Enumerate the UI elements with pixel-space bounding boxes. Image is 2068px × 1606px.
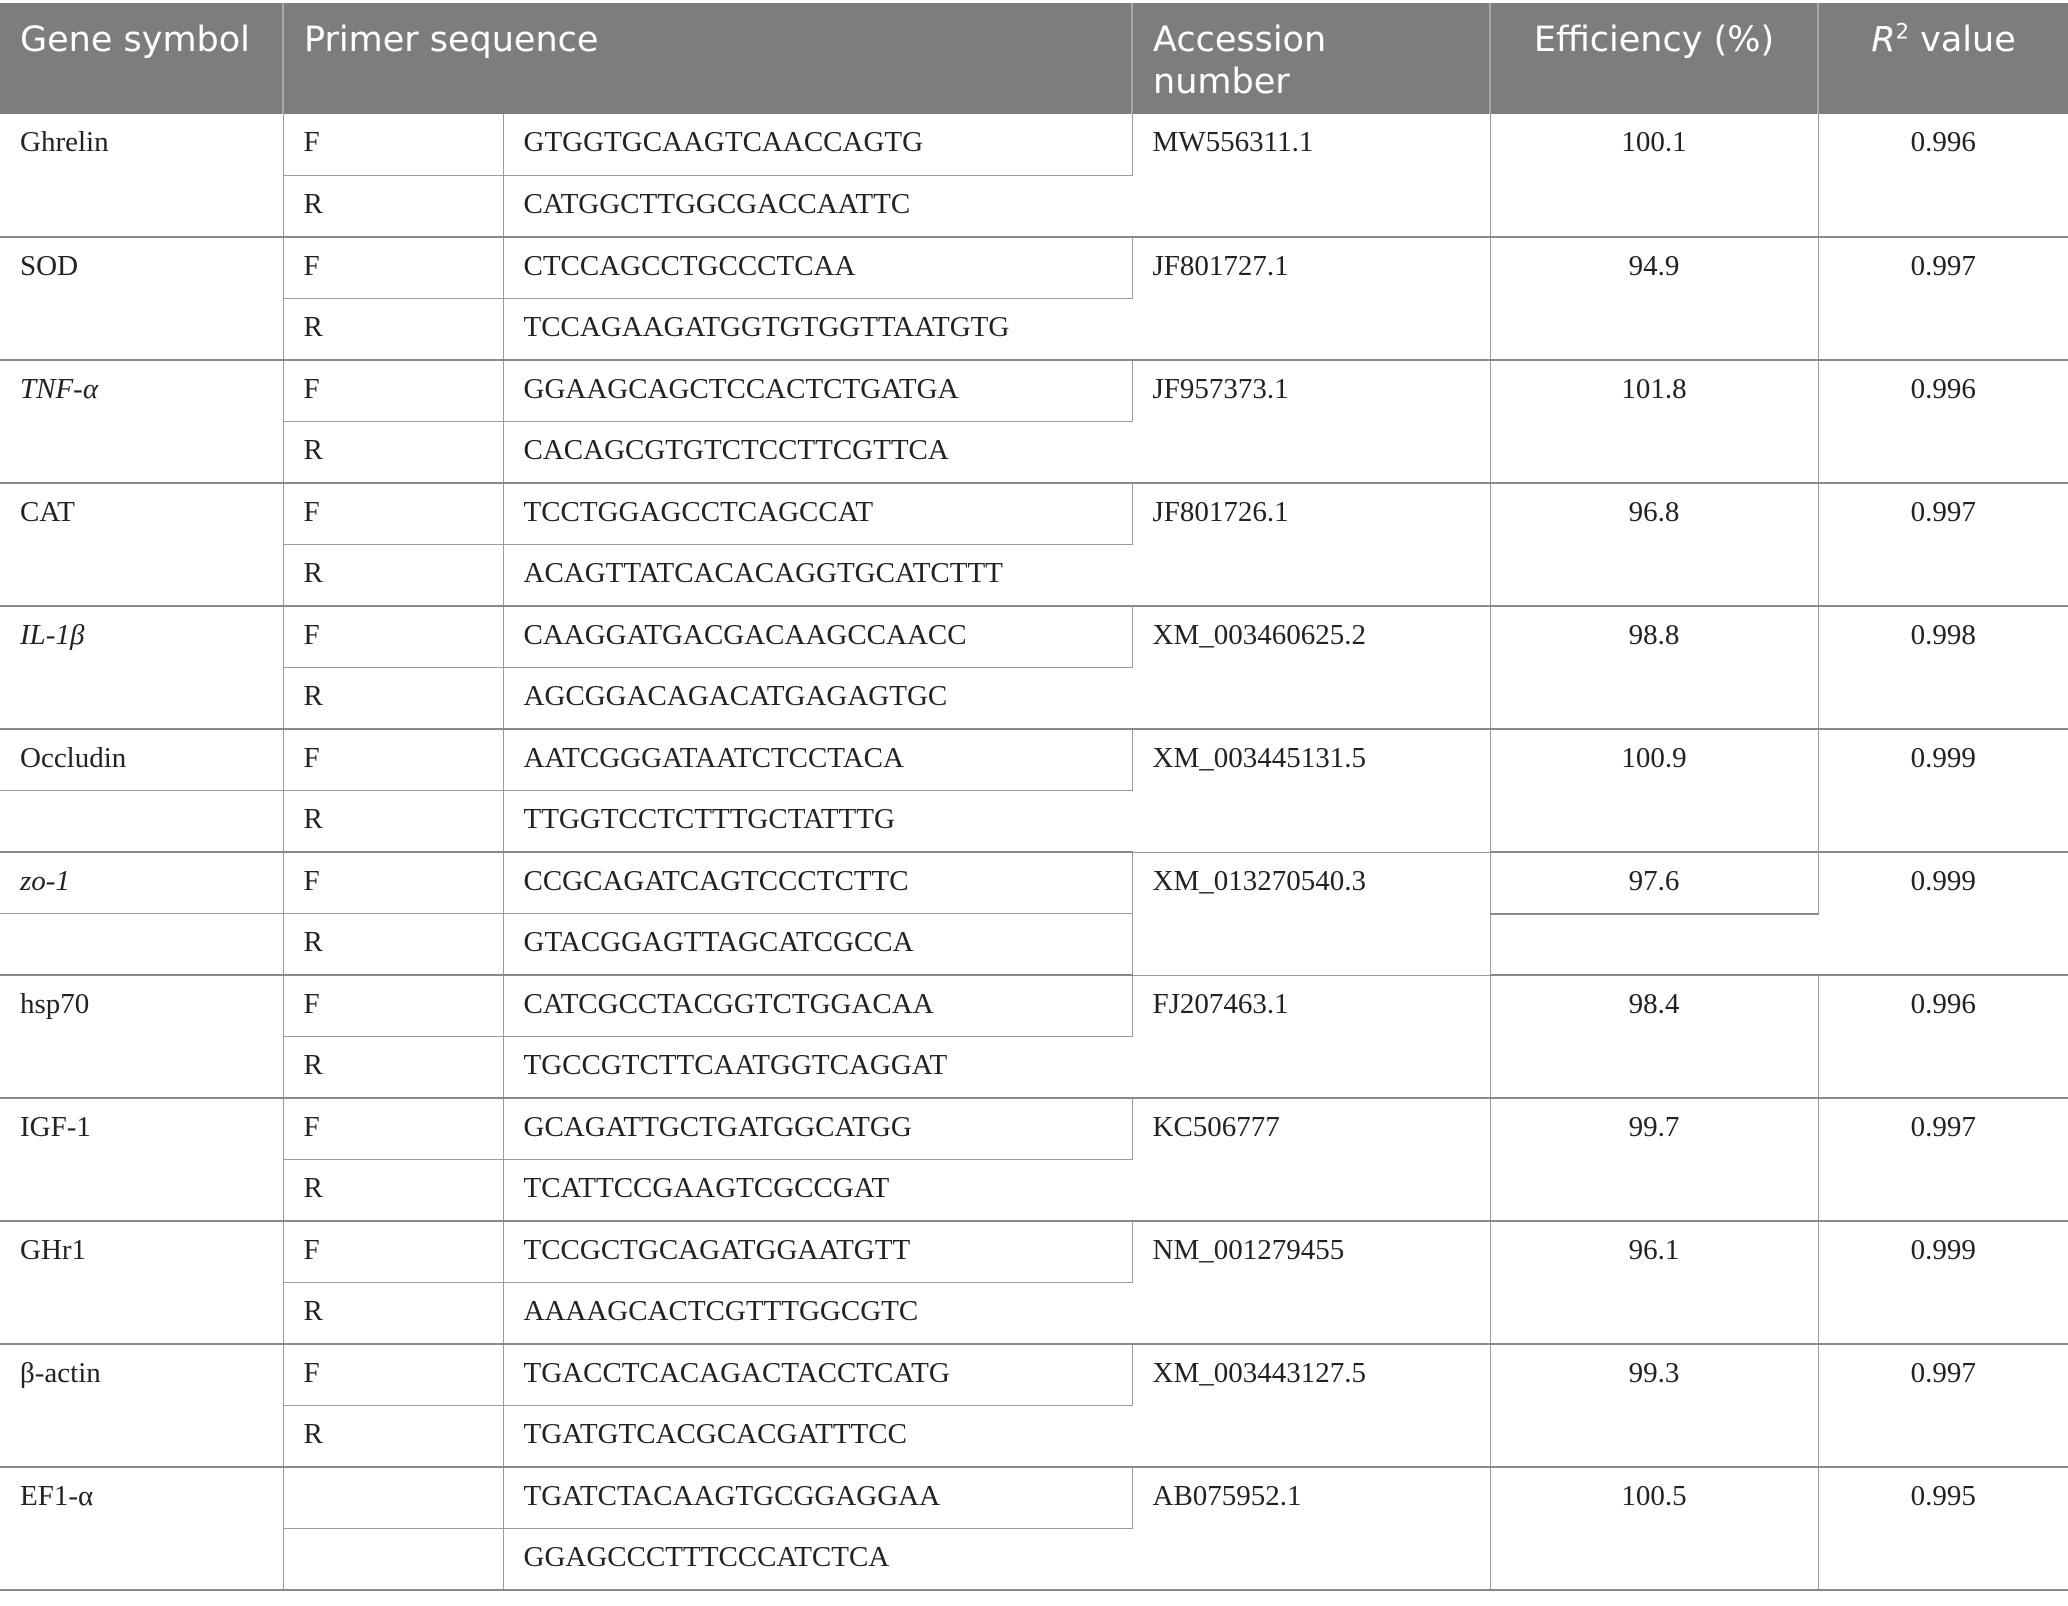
gene-symbol-cell: CAT	[0, 483, 283, 606]
gene-symbol-cell: GHr1	[0, 1221, 283, 1344]
primer-direction-cell: F	[283, 1221, 503, 1283]
table-row-forward	[0, 237, 2068, 299]
primer-sequence-cell: CATCGCCTACGGTCTGGACAA	[503, 975, 1132, 1037]
primer-direction-cell: F	[283, 1098, 503, 1160]
gene-symbol-cell: IL-1β	[0, 606, 283, 729]
accession-cell: XM_003460625.2	[1132, 606, 1490, 729]
primer-sequence-cell: TGATGTCACGCACGATTTCC	[503, 1406, 1132, 1468]
gene-symbol-empty-cell	[0, 791, 283, 853]
table-row-forward	[0, 1098, 2068, 1160]
r2-cell: 0.997	[1818, 1344, 2068, 1467]
gene-symbol-cell: Ghrelin	[0, 114, 283, 237]
header-row	[0, 3, 2068, 114]
accession-cell: MW556311.1	[1132, 114, 1490, 237]
primer-direction-cell: F	[283, 237, 503, 299]
accession-cell: NM_001279455	[1132, 1221, 1490, 1344]
primer-direction-cell: R	[283, 299, 503, 361]
primer-sequence-cell: TGACCTCACAGACTACCTCATG	[503, 1344, 1132, 1406]
primer-direction-cell	[283, 1467, 503, 1529]
primer-direction-cell: F	[283, 483, 503, 545]
primer-sequence-cell: AATCGGGATAATCTCCTACA	[503, 729, 1132, 791]
gene-symbol-cell: SOD	[0, 237, 283, 360]
primer-sequence-cell: TCCAGAAGATGGTGTGGTTAATGTG	[503, 299, 1132, 361]
primer-sequence-cell: CACAGCGTGTCTCCTTCGTTCA	[503, 422, 1132, 484]
r2-cell: 0.997	[1818, 1098, 2068, 1221]
efficiency-cell: 99.3	[1490, 1344, 1818, 1467]
efficiency-cell: 96.8	[1490, 483, 1818, 606]
primer-sequence-cell: TCATTCCGAAGTCGCCGAT	[503, 1160, 1132, 1222]
primer-sequence-cell: CCGCAGATCAGTCCCTCTTC	[503, 852, 1132, 914]
efficiency-cell: 100.9	[1490, 729, 1818, 852]
primer-direction-cell: R	[283, 914, 503, 976]
r2-letter: R	[1871, 20, 1896, 60]
header-primer-sequence: Primer sequence	[283, 3, 1132, 114]
table-row-forward	[0, 1467, 2068, 1529]
primer-sequence-cell: GCAGATTGCTGATGGCATGG	[503, 1098, 1132, 1160]
r2-cell: 0.997	[1818, 237, 2068, 360]
gene-symbol-cell: IGF-1	[0, 1098, 283, 1221]
gene-symbol-cell: zo-1	[0, 852, 283, 914]
gene-symbol-cell: β-actin	[0, 1344, 283, 1467]
table-body	[0, 114, 2068, 1590]
primer-direction-cell: R	[283, 1406, 503, 1468]
primer-direction-cell: F	[283, 1344, 503, 1406]
gene-symbol-empty-cell	[0, 914, 283, 976]
table-row-forward	[0, 483, 2068, 545]
table-row-forward	[0, 852, 2068, 914]
r2-superscript: 2	[1895, 19, 1909, 44]
r2-cell: 0.996	[1818, 360, 2068, 483]
primer-table	[0, 3, 2068, 1591]
primer-sequence-cell: CAAGGATGACGACAAGCCAACC	[503, 606, 1132, 668]
primer-sequence-cell: TGCCGTCTTCAATGGTCAGGAT	[503, 1037, 1132, 1099]
header-efficiency: Efficiency (%)	[1490, 3, 1818, 114]
gene-symbol-cell: hsp70	[0, 975, 283, 1098]
primer-sequence-cell: ACAGTTATCACACAGGTGCATCTTT	[503, 545, 1132, 607]
gene-symbol-cell: Occludin	[0, 729, 283, 791]
accession-cell: FJ207463.1	[1132, 975, 1490, 1098]
header-accession-number: Accession number	[1132, 3, 1490, 114]
table-row-forward	[0, 729, 2068, 791]
primer-sequence-cell: GGAAGCAGCTCCACTCTGATGA	[503, 360, 1132, 422]
r2-cell: 0.996	[1818, 975, 2068, 1098]
primer-direction-cell: R	[283, 176, 503, 238]
efficiency-cell: 94.9	[1490, 237, 1818, 360]
header-r2-value	[1818, 3, 2068, 114]
table-row-forward	[0, 360, 2068, 422]
r2-cell: 0.996	[1818, 114, 2068, 237]
efficiency-cell: 101.8	[1490, 360, 1818, 483]
primer-direction-cell: F	[283, 114, 503, 176]
r2-cell: 0.997	[1818, 483, 2068, 606]
accession-cell: XM_003445131.5	[1132, 729, 1490, 852]
efficiency-cell: 96.1	[1490, 1221, 1818, 1344]
primer-direction-cell: R	[283, 1037, 503, 1099]
primer-sequence-cell: TCCTGGAGCCTCAGCCAT	[503, 483, 1132, 545]
header-gene-symbol: Gene symbol	[0, 3, 283, 114]
primer-sequence-cell: AGCGGACAGACATGAGAGTGC	[503, 668, 1132, 730]
efficiency-empty-cell	[1490, 914, 1818, 976]
accession-cell: XM_003443127.5	[1132, 1344, 1490, 1467]
table-row-forward	[0, 1221, 2068, 1283]
efficiency-cell: 100.5	[1490, 1467, 1818, 1590]
primer-sequence-cell: TCCGCTGCAGATGGAATGTT	[503, 1221, 1132, 1283]
primer-direction-cell: R	[283, 1160, 503, 1222]
primer-sequence-cell: GTGGTGCAAGTCAACCAGTG	[503, 114, 1132, 176]
table-row-forward	[0, 114, 2068, 176]
efficiency-cell: 99.7	[1490, 1098, 1818, 1221]
accession-cell: KC506777	[1132, 1098, 1490, 1221]
r2-cell: 0.999	[1818, 852, 2068, 975]
primer-direction-cell: R	[283, 545, 503, 607]
gene-symbol-cell: EF1-α	[0, 1467, 283, 1590]
accession-cell: JF957373.1	[1132, 360, 1490, 483]
accession-cell: AB075952.1	[1132, 1467, 1490, 1590]
table-row-forward	[0, 975, 2068, 1037]
primer-direction-cell: F	[283, 729, 503, 791]
primer-sequence-cell: TTGGTCCTCTTTGCTATTTG	[503, 791, 1132, 853]
table-row-reverse	[0, 914, 2068, 976]
primer-sequence-cell: CTCCAGCCTGCCCTCAA	[503, 237, 1132, 299]
gene-symbol-cell: TNF-α	[0, 360, 283, 483]
r2-rest: value	[1909, 20, 2016, 60]
r2-cell: 0.999	[1818, 729, 2068, 852]
primer-direction-cell: R	[283, 668, 503, 730]
primer-direction-cell: R	[283, 791, 503, 853]
primer-direction-cell: F	[283, 975, 503, 1037]
table-row-forward	[0, 1344, 2068, 1406]
primer-direction-cell: F	[283, 606, 503, 668]
primer-sequence-cell: TGATCTACAAGTGCGGAGGAA	[503, 1467, 1132, 1529]
primer-direction-cell: F	[283, 360, 503, 422]
efficiency-cell: 97.6	[1490, 852, 1818, 914]
primer-sequence-cell: AAAAGCACTCGTTTGGCGTC	[503, 1283, 1132, 1345]
primer-sequence-cell: GTACGGAGTTAGCATCGCCA	[503, 914, 1132, 976]
primer-direction-cell: R	[283, 1283, 503, 1345]
table-row-forward	[0, 606, 2068, 668]
accession-cell: XM_013270540.3	[1132, 852, 1490, 975]
primer-sequence-cell: GGAGCCCTTTCCCATCTCA	[503, 1529, 1132, 1591]
primer-sequence-cell: CATGGCTTGGCGACCAATTC	[503, 176, 1132, 238]
primer-direction-cell: F	[283, 852, 503, 914]
r2-cell: 0.999	[1818, 1221, 2068, 1344]
accession-cell: JF801726.1	[1132, 483, 1490, 606]
efficiency-cell: 98.4	[1490, 975, 1818, 1098]
r2-cell: 0.995	[1818, 1467, 2068, 1590]
efficiency-cell: 98.8	[1490, 606, 1818, 729]
primer-direction-cell: R	[283, 422, 503, 484]
accession-cell: JF801727.1	[1132, 237, 1490, 360]
primer-direction-cell	[283, 1529, 503, 1591]
efficiency-cell: 100.1	[1490, 114, 1818, 237]
r2-cell: 0.998	[1818, 606, 2068, 729]
